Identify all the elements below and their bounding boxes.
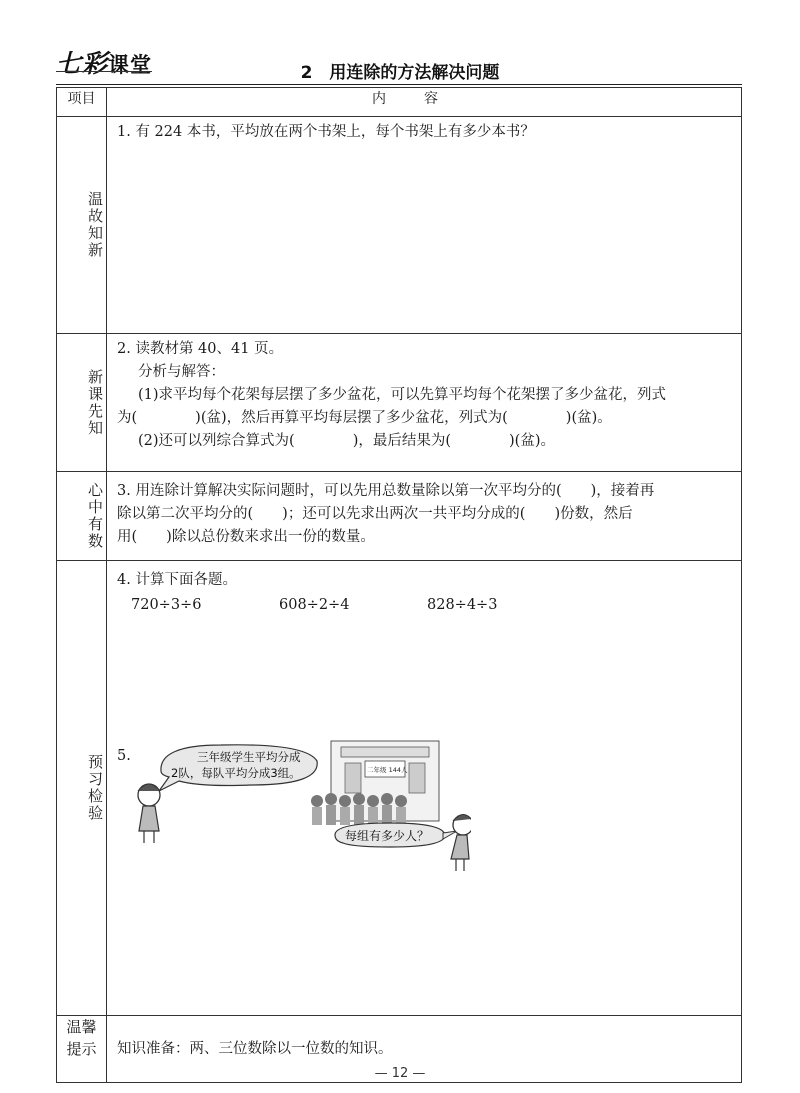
question-2: 2. 读教材第 40、41 页。	[117, 341, 284, 357]
row-preview	[57, 561, 742, 1016]
calc-item-2: 608÷2÷4	[279, 597, 350, 613]
row-review	[57, 117, 742, 334]
row-new-lesson	[57, 334, 742, 472]
logo-main-text: 七彩	[56, 49, 109, 78]
question-1: 1. 有 224 本书，平均放在两个书架上，每个书架上有多少本书？	[117, 124, 535, 140]
analysis-line-3: (2)还可以列综合算式为( )，最后结果为( )(盆)。	[138, 433, 555, 449]
calc-item-1: 720÷3÷6	[131, 597, 202, 613]
question-5-number: 5.	[117, 748, 131, 764]
row-mind	[57, 472, 742, 561]
question-3-line-3: 用( )除以总份数来求出一份的数量。	[117, 529, 375, 545]
label-tips: 温馨提示	[57, 1016, 107, 1083]
calc-item-3: 828÷4÷3	[427, 597, 498, 613]
bubble-left-line-2: 2队，每队平均分成3组。	[171, 766, 301, 780]
calc-list	[117, 594, 731, 617]
girl-right-icon	[451, 814, 471, 871]
content-preview	[107, 561, 742, 1016]
bubble-left-line-1: 三年级学生平均分成	[197, 750, 301, 764]
question-bubble-text: 每组有多少人？	[345, 829, 430, 843]
content-mind	[107, 472, 742, 561]
question-4: 4. 计算下面各题。	[117, 572, 237, 588]
label-mind: 心中有数	[57, 472, 107, 561]
content-review	[107, 117, 742, 334]
label-preview: 预习检验	[57, 561, 107, 1016]
header-divider	[56, 84, 742, 85]
analysis-title: 分析与解答：	[138, 364, 225, 380]
table-header-row	[57, 88, 742, 117]
question-5-illustration	[131, 739, 471, 879]
question-5	[117, 739, 731, 899]
page-title: 2 用连除的方法解决问题	[300, 63, 500, 83]
header-content-cell: 内容	[107, 88, 742, 117]
speech-bubble-left	[159, 745, 317, 791]
sign-label: 二年级 144人	[367, 766, 408, 774]
label-review: 温故知新	[57, 117, 107, 334]
analysis-line-1: (1)求平均每个花架每层摆了多少盆花，可以先算平均每个花架摆了多少盆花，列式	[138, 387, 667, 403]
worksheet-table	[56, 87, 742, 1083]
question-3-line-1: 3. 用连除计算解决实际问题时，可以先用总数量除以第一次平均分的( )，接着再	[117, 483, 655, 499]
content-new-lesson	[107, 334, 742, 472]
logo-sub-text: 课堂	[108, 53, 153, 77]
speech-bubble-right	[335, 823, 457, 847]
analysis-line-2: 为( )(盆)，然后再算平均每层摆了多少盆花，列式为( )(盆)。	[117, 410, 612, 426]
page-number: — 12 —	[374, 1066, 426, 1081]
girl-left-icon	[138, 784, 160, 843]
question-3-line-2: 除以第二次平均分的( )；还可以先求出两次一共平均分成的( )份数，然后	[117, 506, 633, 522]
header-item-cell: 项目	[57, 88, 107, 117]
label-new-lesson: 新课先知	[57, 334, 107, 472]
tips-text: 知识准备：两、三位数除以一位数的知识。	[117, 1040, 393, 1057]
school-scene-icon	[311, 741, 439, 825]
